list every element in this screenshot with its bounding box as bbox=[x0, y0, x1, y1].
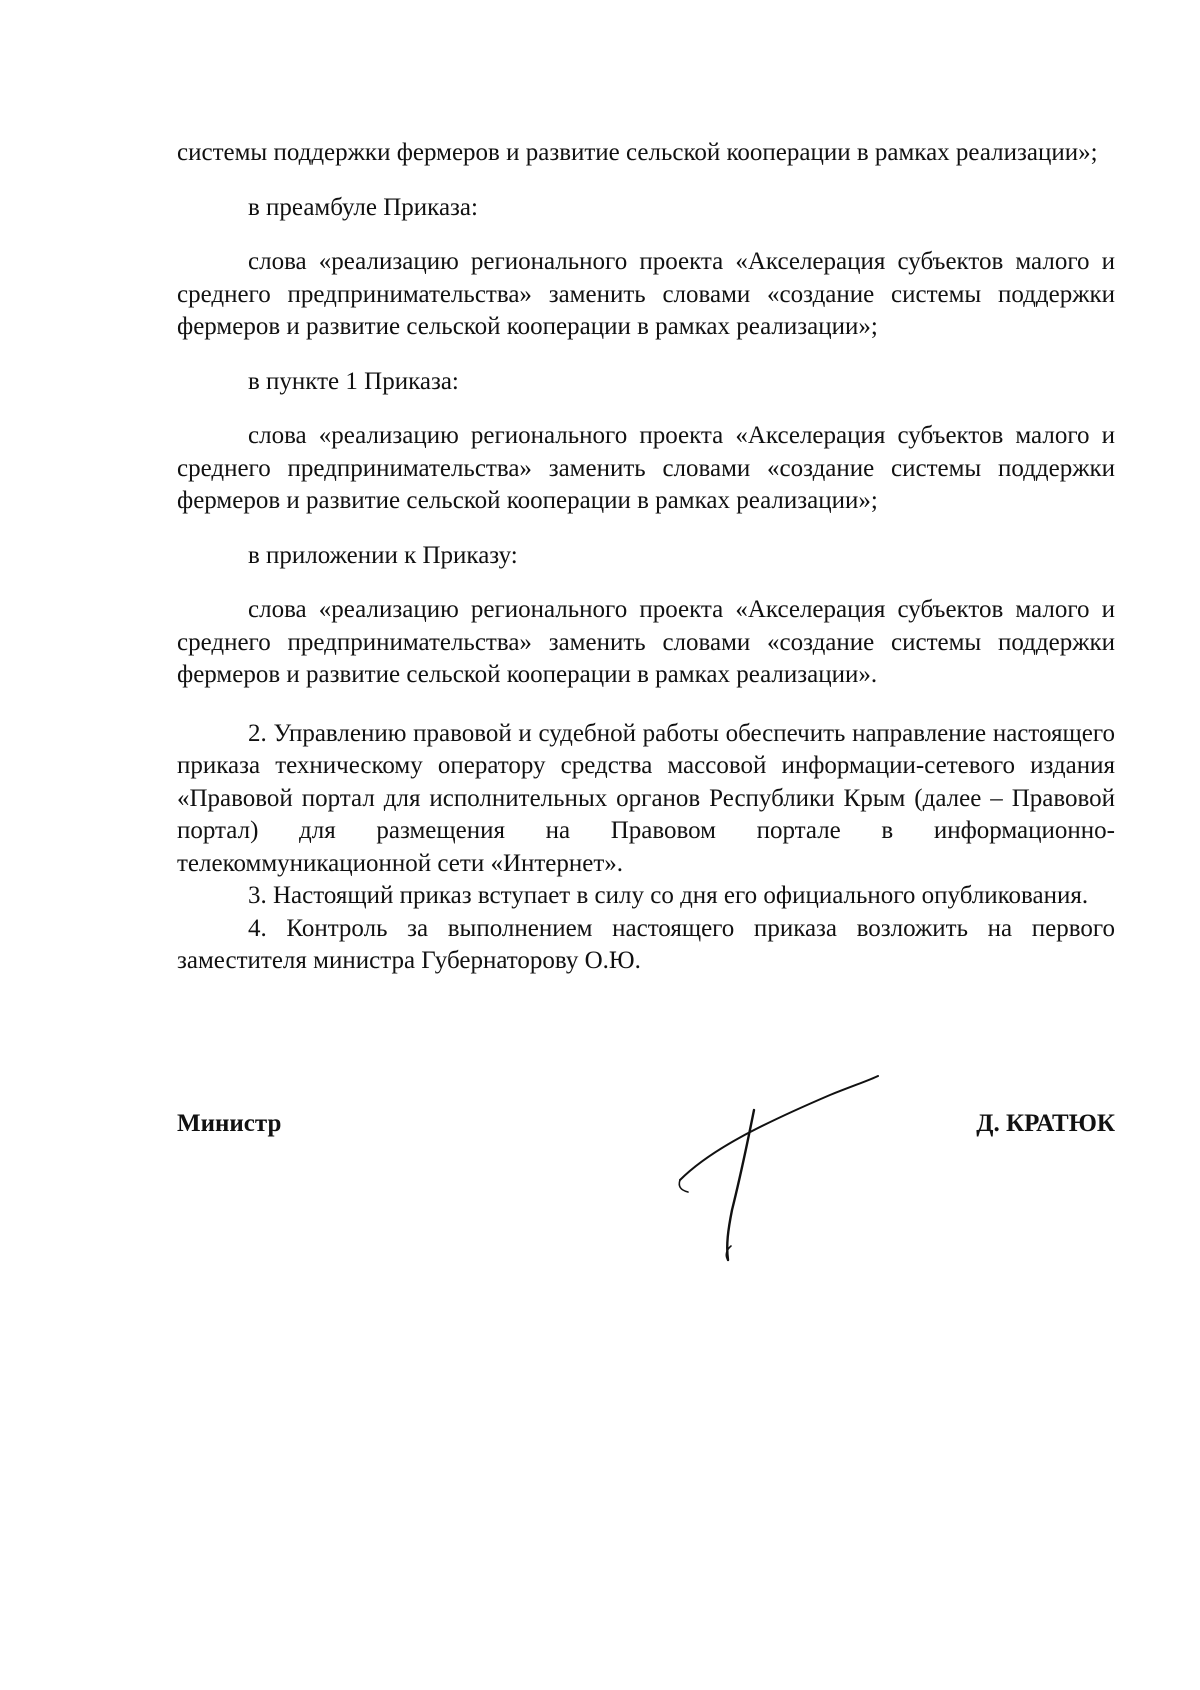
paragraph-preamble-change: слова «реализацию регионального проекта «Акселерация субъектов малого и среднего предпринимательства» заменить словами «создание системы поддержки фермеров и развитие сельской кооперации в рамках реализации»; bbox=[177, 248, 1115, 340]
paragraph-item1-change: слова «реализацию регионального проекта «Акселерация субъектов малого и среднего предпринимательства» заменить словами «создание системы поддержки фермеров и развитие сельской кооперации в рамках реализации»; bbox=[177, 422, 1115, 514]
paragraph-appendix-heading: в приложении к Приказу: bbox=[248, 541, 518, 569]
paragraph-preamble-heading: в преамбуле Приказа: bbox=[248, 193, 478, 221]
paragraph-clause-3: 3. Настоящий приказ вступает в силу со дня его официального опубликования. bbox=[248, 882, 1089, 909]
document-body bbox=[177, 137, 1115, 978]
signature-block bbox=[177, 1110, 1115, 1150]
paragraph-continuation: системы поддержки фермеров и развитие сельской кооперации в рамках реализации»; bbox=[177, 139, 1098, 166]
signatory-name: Д. КРАТЮК bbox=[976, 1110, 1115, 1137]
paragraph-clause-4: 4. Контроль за выполнением настоящего приказа возложить на первого заместителя министра Губернаторову О.Ю. bbox=[177, 914, 1115, 974]
paragraph-item1-heading: в пункте 1 Приказа: bbox=[248, 367, 459, 395]
paragraph-appendix-change: слова «реализацию регионального проекта «Акселерация субъектов малого и среднего предпринимательства» заменить словами «создание системы поддержки фермеров и развитие сельской кооперации в рамках реализации». bbox=[177, 596, 1115, 688]
handwritten-signature bbox=[670, 1070, 890, 1270]
paragraph-clause-2: 2. Управлению правовой и судебной работы обеспечить направление настоящего приказа техническому оператору средства массовой информации-сетевого издания «Правовой портал для исполнительных органов Республики Крым (далее – Правовой портал) для размещения на Правовом портале в информационно-телекоммуникационной сети «Интернет». bbox=[177, 719, 1115, 877]
signatory-title: Министр bbox=[177, 1110, 282, 1137]
